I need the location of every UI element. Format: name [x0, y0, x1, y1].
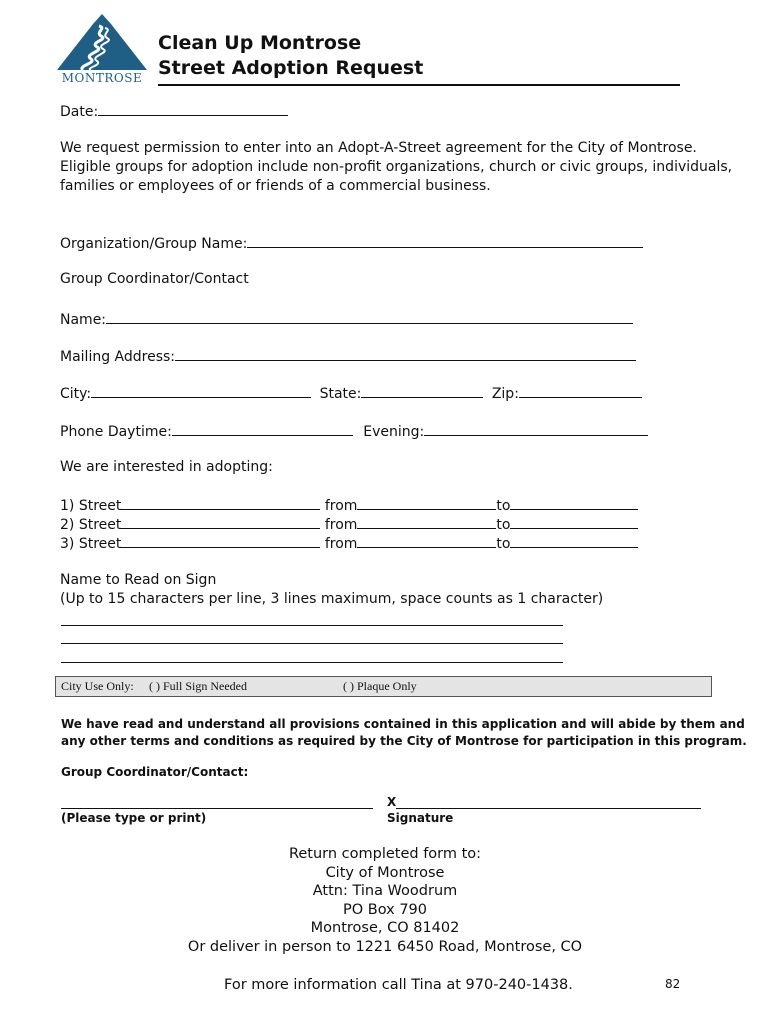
signature-label: Signature [387, 811, 454, 825]
mailing-label: Mailing Address: [60, 349, 176, 365]
from-label: from [324, 498, 358, 514]
page-number: 82 [665, 977, 681, 991]
adopting-heading: We are interested in adopting: [60, 459, 273, 475]
from-label: from [324, 536, 358, 552]
city-use-label: City Use Only: [61, 679, 134, 693]
return-line-1: Return completed form to: [288, 846, 482, 862]
city-label: City: [60, 386, 92, 402]
agreement-line-1: We have read and understand all provisions contained in this application and will abide by them and [61, 717, 745, 731]
print-label: (Please type or print) [61, 811, 207, 825]
return-line-6: Or deliver in person to 1221 6450 Road, Montrose, CO [187, 939, 583, 955]
sign-line-1[interactable] [61, 624, 563, 626]
coordinator-heading: Group Coordinator/Contact [60, 271, 249, 287]
intro-line-1: We request permission to enter into an Adopt-A-Street agreement for the City of Montrose. [60, 140, 697, 156]
date-row [60, 101, 288, 121]
from-field[interactable] [357, 514, 496, 529]
adopt-row [60, 495, 638, 515]
footer-info: For more information call Tina at 970-240-1438. [224, 977, 573, 993]
signature-line[interactable] [396, 807, 701, 809]
phone-evening-field[interactable] [424, 421, 648, 436]
name-row [60, 309, 633, 329]
page-title: Clean Up Montrose [158, 32, 362, 54]
state-field[interactable] [361, 383, 483, 398]
logo-text: MONTROSE [61, 71, 143, 85]
return-line-3: Attn: Tina Woodrum [312, 883, 458, 899]
adopt-row [60, 533, 638, 553]
name-field[interactable] [106, 309, 633, 324]
to-label: to [496, 498, 511, 514]
mountain-logo-icon [55, 14, 149, 72]
street-field[interactable] [121, 514, 320, 529]
signature-x: X [387, 795, 397, 809]
city-field[interactable] [91, 383, 311, 398]
to-field[interactable] [510, 533, 638, 548]
from-label: from [324, 517, 358, 533]
phone-label: Phone Daytime: [60, 424, 172, 440]
state-label: State: [319, 386, 362, 402]
zip-label: Zip: [491, 386, 519, 402]
street-field[interactable] [121, 495, 320, 510]
print-name-line[interactable] [61, 807, 373, 809]
street-field[interactable] [121, 533, 320, 548]
return-line-4: PO Box 790 [342, 902, 427, 918]
sign-note: (Up to 15 characters per line, 3 lines maximum, space counts as 1 character) [60, 591, 604, 607]
street-label: Street [78, 536, 122, 552]
mailing-row [60, 346, 636, 366]
from-field[interactable] [357, 495, 496, 510]
plaque-option[interactable]: ( ) Plaque Only [343, 679, 417, 693]
zip-field[interactable] [519, 383, 642, 398]
sign-heading: Name to Read on Sign [60, 572, 217, 588]
row-number: 1) [60, 498, 75, 514]
mailing-address-field[interactable] [175, 346, 636, 361]
to-field[interactable] [510, 495, 638, 510]
evening-label: Evening: [363, 424, 425, 440]
sign-line-3[interactable] [61, 661, 563, 663]
date-field[interactable] [98, 101, 288, 116]
street-label: Street [78, 498, 122, 514]
city-row [60, 383, 642, 403]
city-use-box [55, 676, 712, 697]
org-row [60, 233, 643, 253]
to-field[interactable] [510, 514, 638, 529]
street-label: Street [78, 517, 122, 533]
return-line-2: City of Montrose [325, 865, 445, 881]
intro-line-3: families or employees of or friends of a commercial business. [60, 178, 491, 194]
full-sign-option[interactable]: ( ) Full Sign Needed [149, 679, 247, 693]
phone-row [60, 421, 648, 441]
name-label: Name: [60, 312, 107, 328]
date-label: Date: [60, 104, 99, 120]
from-field[interactable] [357, 533, 496, 548]
adopt-row [60, 514, 638, 534]
agreement-line-2: any other terms and conditions as required by the City of Montrose for participation in this program. [61, 734, 747, 748]
to-label: to [496, 536, 511, 552]
header-rule [158, 84, 680, 86]
org-label: Organization/Group Name: [60, 236, 248, 252]
return-line-5: Montrose, CO 81402 [310, 920, 460, 936]
coordinator-label: Group Coordinator/Contact: [61, 765, 249, 779]
montrose-logo [55, 14, 149, 84]
to-label: to [496, 517, 511, 533]
row-number: 3) [60, 536, 75, 552]
page-subtitle: Street Adoption Request [158, 57, 424, 79]
intro-line-2: Eligible groups for adoption include non-profit organizations, church or civic groups, individuals, [60, 159, 733, 175]
org-name-field[interactable] [247, 233, 643, 248]
sign-line-2[interactable] [61, 642, 563, 644]
phone-daytime-field[interactable] [172, 421, 353, 436]
row-number: 2) [60, 517, 75, 533]
